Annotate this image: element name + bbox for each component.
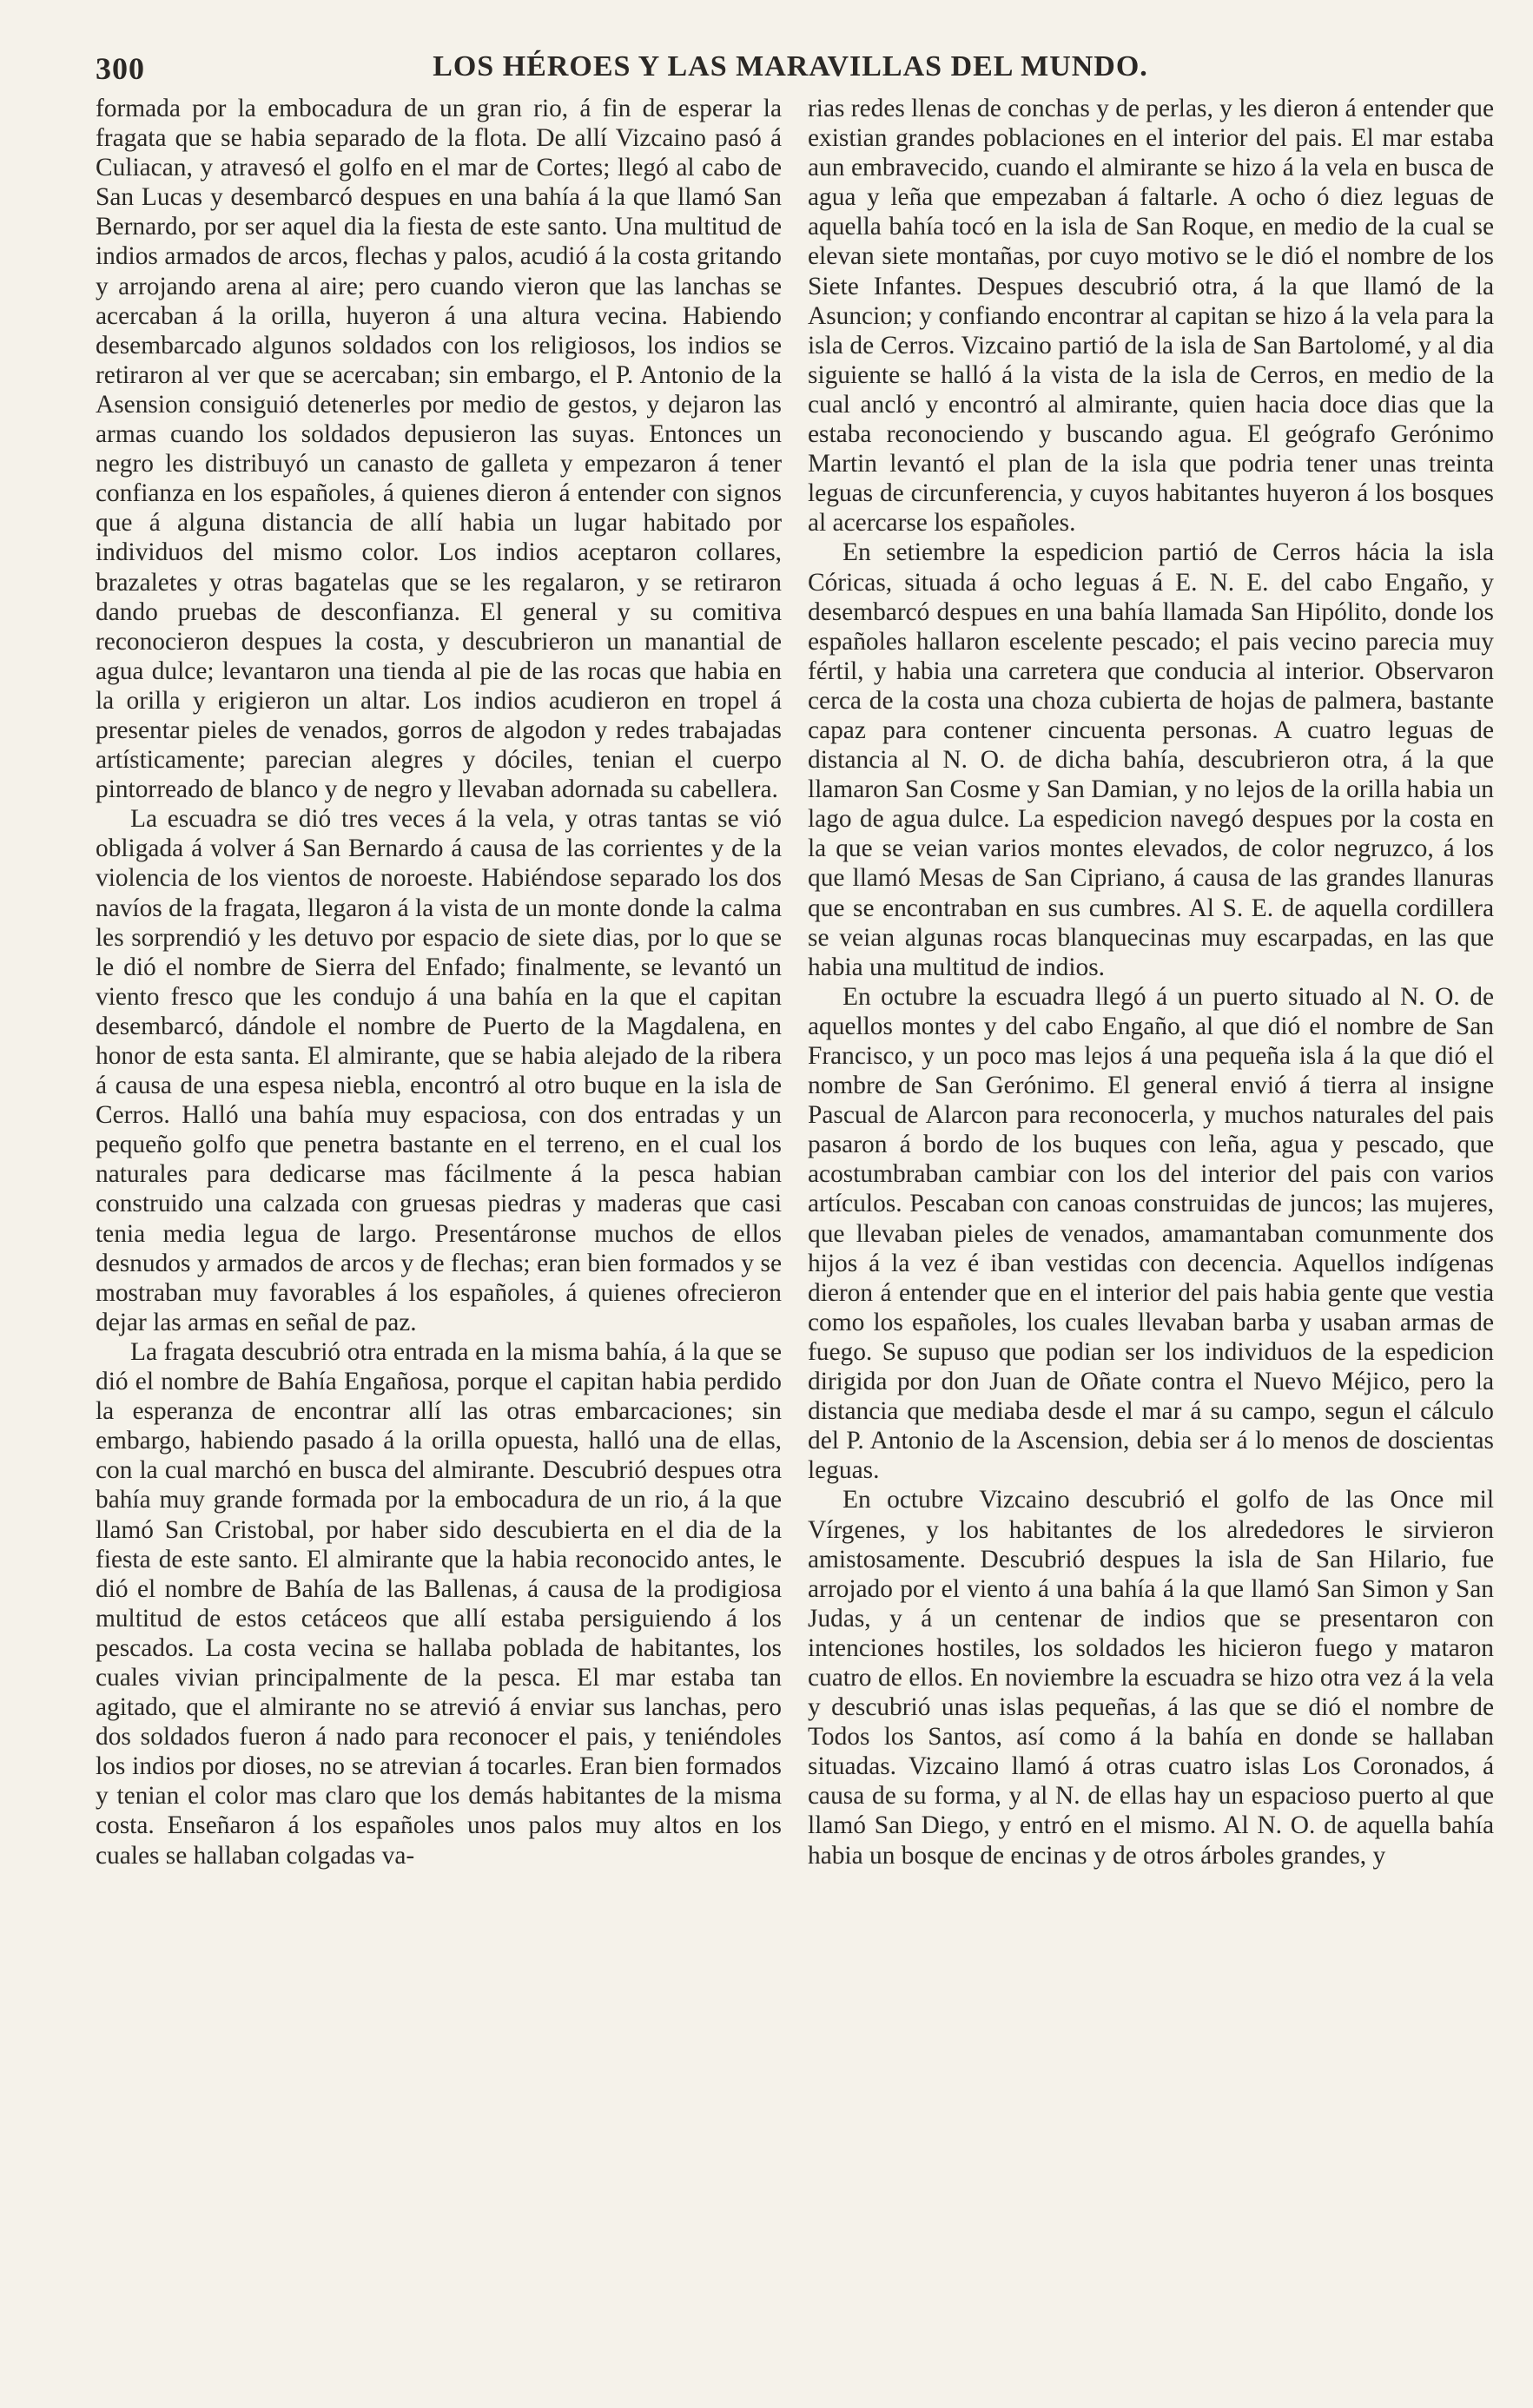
right-column <box>808 94 1494 2369</box>
paragraph: La fragata descubrió otra entrada en la misma bahía, á la que se dió el nombre de Bahía Engañosa, porque el capitan habia perdido la esperanza de encontrar allí las otras embarcaciones; sin embargo, habiendo pasado á la orilla opuesta, halló una de ellas, con la cual marchó en busca del almirante. Descubrió despues otra bahía muy grande formada por la embocadura de un rio, á la que llamó San Cristobal, por haber sido descubierta en el dia de la fiesta de este santo. El almirante que la habia reconocido antes, le dió el nombre de Bahía de las Ballenas, á causa de la prodigiosa multitud de estos cetáceos que allí estaba persiguiendo á los pescados. La costa vecina se hallaba poblada de habitantes, los cuales vivian principalmente de la pesca. El mar estaba tan agitado, que el almirante no se atrevió á enviar sus lanchas, pero dos soldados fueron á nado para reconocer el pais, y teniéndoles los indios por dioses, no se atrevian á tocarles. Eran bien formados y tenian el color mas claro que los demás habitantes de la misma costa. Enseñaron á los españoles unos palos muy altos en los cuales se hallaban colgadas va- <box>96 1337 782 1870</box>
left-column <box>96 94 782 2369</box>
paragraph: La escuadra se dió tres veces á la vela, y otras tantas se vió obligada á volver á San Bernardo á causa de las corrientes y de la violencia de los vientos de noroeste. Habiéndose separado los dos navíos de la fragata, llegaron á la vista de un monte donde la calma les sorprendió y les detuvo por espacio de siete dias, por lo que se le dió el nombre de Sierra del Enfado; finalmente, se levantó un viento fresco que les condujo á una bahía en la que el capitan desembarcó, dándole el nombre de Puerto de la Magdalena, en honor de esta santa. El almirante, que se habia alejado de la ribera á causa de una espesa niebla, encontró al otro buque en la isla de Cerros. Halló una bahía muy espaciosa, con dos entradas y un pequeño golfo que penetra bastante en el terreno, en el cual los naturales para dedicarse mas fácilmente á la pesca habian construido una calzada con gruesas piedras y maderas que casi tenia media legua de largo. Presentáronse muchos de ellos desnudos y armados de arcos y de flechas; eran bien formados y se mostraban muy favorables á los españoles, á quienes ofrecieron dejar las armas en señal de paz. <box>96 805 782 1336</box>
paragraph: En octubre la escuadra llegó á un puerto situado al N. O. de aquellos montes y del cabo Engaño, al que dió el nombre de San Francisco, y un poco mas lejos á una pequeña isla á la que dió el nombre de San Gerónimo. El general envió á tierra al insigne Pascual de Alarcon para reconocerla, y muchos naturales del pais pasaron á bordo de los buques con leña, agua y pescado, que acostumbraban cambiar con los del interior del pais con varios artículos. Pescaban con canoas construidas de juncos; las mujeres, que llevaban pieles de venados, amamantaban comunmente dos hijos á la vez é iban vestidas con decencia. Aquellos indígenas dieron á entender que en el interior del pais habia gente que vestia como los españoles, los cuales llevaban barba y usaban armas de fuego. Se supuso que podian ser los individuos de la espedicion dirigida por don Juan de Oñate contra el Nuevo Méjico, pero la distancia que mediaba desde el mar á su campo, segun el cálculo del P. Antonio de la Ascension, debia ser á lo menos de doscientas leguas. <box>808 982 1494 1485</box>
page-header <box>96 50 1485 94</box>
paragraph: En setiembre la espedicion partió de Cerros hácia la isla Córicas, situada á ocho leguas á E. N. E. del cabo Engaño, y desembarcó despues en una bahía llamada San Hipólito, donde los españoles hallaron escelente pescado; el pais vecino parecia muy fértil, y habia una carretera que conducia al interior. Observaron cerca de la costa una choza cubierta de hojas de palmera, bastante capaz para contener cincuenta personas. A cuatro leguas de distancia al N. O. de dicha bahía, descubrieron otra, á la que llamaron San Cosme y San Damian, y no lejos de la orilla habia un lago de agua dulce. La espedicion navegó despues por la costa en la que se veian varios montes elevados, de color negruzco, á los que llamó Mesas de San Cipriano, á causa de las grandes llanuras que se encontraban en sus cumbres. Al S. E. de aquella cordillera se veian algunas rocas blanquecinas muy escarpadas, en las que habia una multitud de indios. <box>808 538 1494 981</box>
paragraph: rias redes llenas de conchas y de perlas, y les dieron á entender que existian grandes poblaciones en el interior del pais. El mar estaba aun embravecido, cuando el almirante se hizo á la vela en busca de agua y leña que empezaban á faltarle. A ocho ó diez leguas de aquella bahía tocó en la isla de San Roque, en medio de la cual se elevan siete montañas, por cuyo motivo se le dió el nombre de los Siete Infantes. Despues descubrió otra, á la que llamó de la Asuncion; y confiando encontrar al capitan se hizo á la vela para la isla de Cerros. Vizcaino partió de la isla de San Bartolomé, y al dia siguiente se halló á la vista de la isla de Cerros, en medio de la cual ancló y encontró al almirante, quien hacia doce dias que la estaba reconociendo y buscando agua. El geógrafo Gerónimo Martin levantó el plan de la isla que podria tener unas treinta leguas de circunferencia, y cuyos habitantes huyeron á los bosques al acercarse los españoles. <box>808 95 1494 538</box>
running-title: LOS HÉROES Y LAS MARAVILLAS DEL MUNDO. <box>433 50 1148 82</box>
paragraph: En octubre Vizcaino descubrió el golfo de las Once mil Vírgenes, y los habitantes de los alrededores le sirvieron amistosamente. Descubrió despues la isla de San Hilario, fue arrojado por el viento á una bahía á la que llamó San Simon y San Judas, y á un centenar de indios que se presentaron con intenciones hostiles, los soldados les hicieron fuego y mataron cuatro de ellos. En noviembre la escuadra se hizo otra vez á la vela y descubrió unas islas pequeñas, á las que se dió el nombre de Todos los Santos, así como á la bahía en donde se hallaban situadas. Vizcaino llamó á otras cuatro islas Los Coronados, á causa de su forma, y al N. de ellas hay un espacioso puerto al que llamó San Diego, y entró en el mismo. Al N. O. de aquella bahía habia un bosque de encinas y de otros árboles grandes, y <box>808 1486 1494 1870</box>
article-body <box>96 94 1494 2369</box>
page-number: 300 <box>96 51 145 86</box>
paragraph: formada por la embocadura de un gran rio, á fin de esperar la fragata que se habia separado de la flota. De allí Vizcaino pasó á Culiacan, y atravesó el golfo en el mar de Cortes; llegó al cabo de San Lucas y desembarcó despues en una bahía á la que llamó San Bernardo, por ser aquel dia la fiesta de este santo. Una multitud de indios armados de arcos, flechas y palos, acudió á la costa gritando y arrojando arena al aire; pero cuando vieron que las lanchas se acercaban á la orilla, huyeron á una altura vecina. Habiendo desembarcado algunos soldados con los religiosos, los indios se retiraron al ver que se acercaban; sin embargo, el P. Antonio de la Asension consiguió detenerles por medio de gestos, y dejaron las armas cuando los soldados depusieron las suyas. Entonces un negro les distribuyó un canasto de galleta y empezaron á tener confianza en los españoles, á quienes dieron á entender con signos que á alguna distancia de allí habia un lugar habitado por individuos del mismo color. Los indios aceptaron collares, brazaletes y otras bagatelas que se les regalaron, y se retiraron dando pruebas de desconfianza. El general y su comitiva reconocieron despues la costa, y descubrieron un manantial de agua dulce; levantaron una tienda al pie de las rocas que habia en la orilla y erigieron un altar. Los indios acudieron en tropel á presentar pieles de venados, gorros de algodon y redes trabajadas artísticamente; parecian alegres y dóciles, tenian el cuerpo pintorreado de blanco y de negro y llevaban adornada su cabellera. <box>96 95 782 804</box>
